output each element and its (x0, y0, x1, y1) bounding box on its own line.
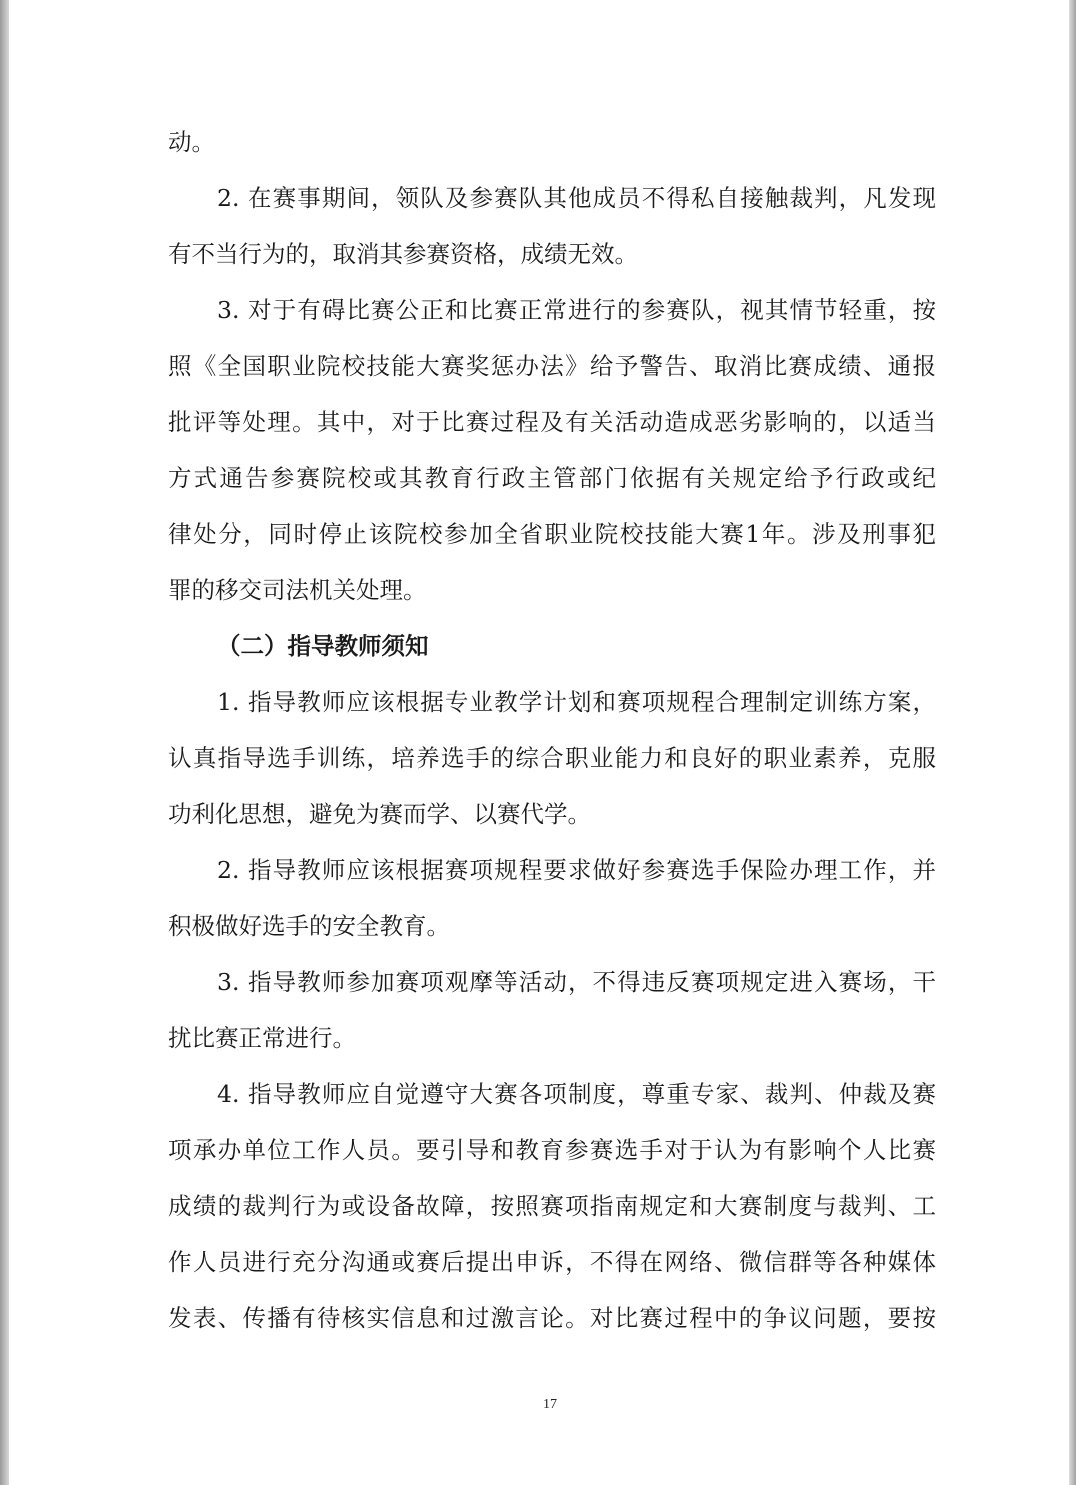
text-line: 扰比赛正常进行。 (168, 1024, 356, 1052)
page-edge-right (1069, 0, 1076, 1485)
text-line: 积极做好选手的安全教育。 (168, 912, 450, 940)
text-line: 认真指导选手训练，培养选手的综合职业能力和良好的职业素养，克服 (168, 744, 936, 772)
text-line: 发表、传播有待核实信息和过激言论。对比赛过程中的争议问题，要按 (168, 1304, 936, 1332)
text-line: 动。 (168, 128, 215, 156)
text-line: 照《全国职业院校技能大赛奖惩办法》给予警告、取消比赛成绩、通报 (168, 352, 936, 380)
section-heading: （二）指导教师须知 (217, 632, 429, 660)
text-line: 有不当行为的，取消其参赛资格，成绩无效。 (168, 240, 638, 268)
text-line: 律处分，同时停止该院校参加全省职业院校技能大赛1年。涉及刑事犯 (168, 520, 936, 548)
text-line: 功利化思想，避免为赛而学、以赛代学。 (168, 800, 591, 828)
text-line: 3. 指导教师参加赛项观摩等活动，不得违反赛项规定进入赛场，干 (217, 968, 936, 996)
text-line: 项承办单位工作人员。要引导和教育参赛选手对于认为有影响个人比赛 (168, 1136, 936, 1164)
text-line: 3. 对于有碍比赛公正和比赛正常进行的参赛队，视其情节轻重，按 (217, 296, 936, 324)
text-line: 4. 指导教师应自觉遵守大赛各项制度，尊重专家、裁判、仲裁及赛 (217, 1080, 936, 1108)
page-number: 17 (543, 1397, 557, 1412)
page-edge-left (0, 0, 9, 1485)
text-line: 2. 指导教师应该根据赛项规程要求做好参赛选手保险办理工作，并 (217, 856, 936, 884)
text-line: 罪的移交司法机关处理。 (168, 576, 427, 604)
text-line: 1. 指导教师应该根据专业教学计划和赛项规程合理制定训练方案， (217, 688, 936, 716)
text-line: 2. 在赛事期间，领队及参赛队其他成员不得私自接触裁判，凡发现 (217, 184, 936, 212)
text-line: 成绩的裁判行为或设备故障，按照赛项指南规定和大赛制度与裁判、工 (168, 1192, 936, 1220)
text-line: 方式通告参赛院校或其教育行政主管部门依据有关规定给予行政或纪 (168, 464, 936, 492)
text-line: 作人员进行充分沟通或赛后提出申诉，不得在网络、微信群等各种媒体 (168, 1248, 936, 1276)
text-line: 批评等处理。其中，对于比赛过程及有关活动造成恶劣影响的，以适当 (168, 408, 936, 436)
